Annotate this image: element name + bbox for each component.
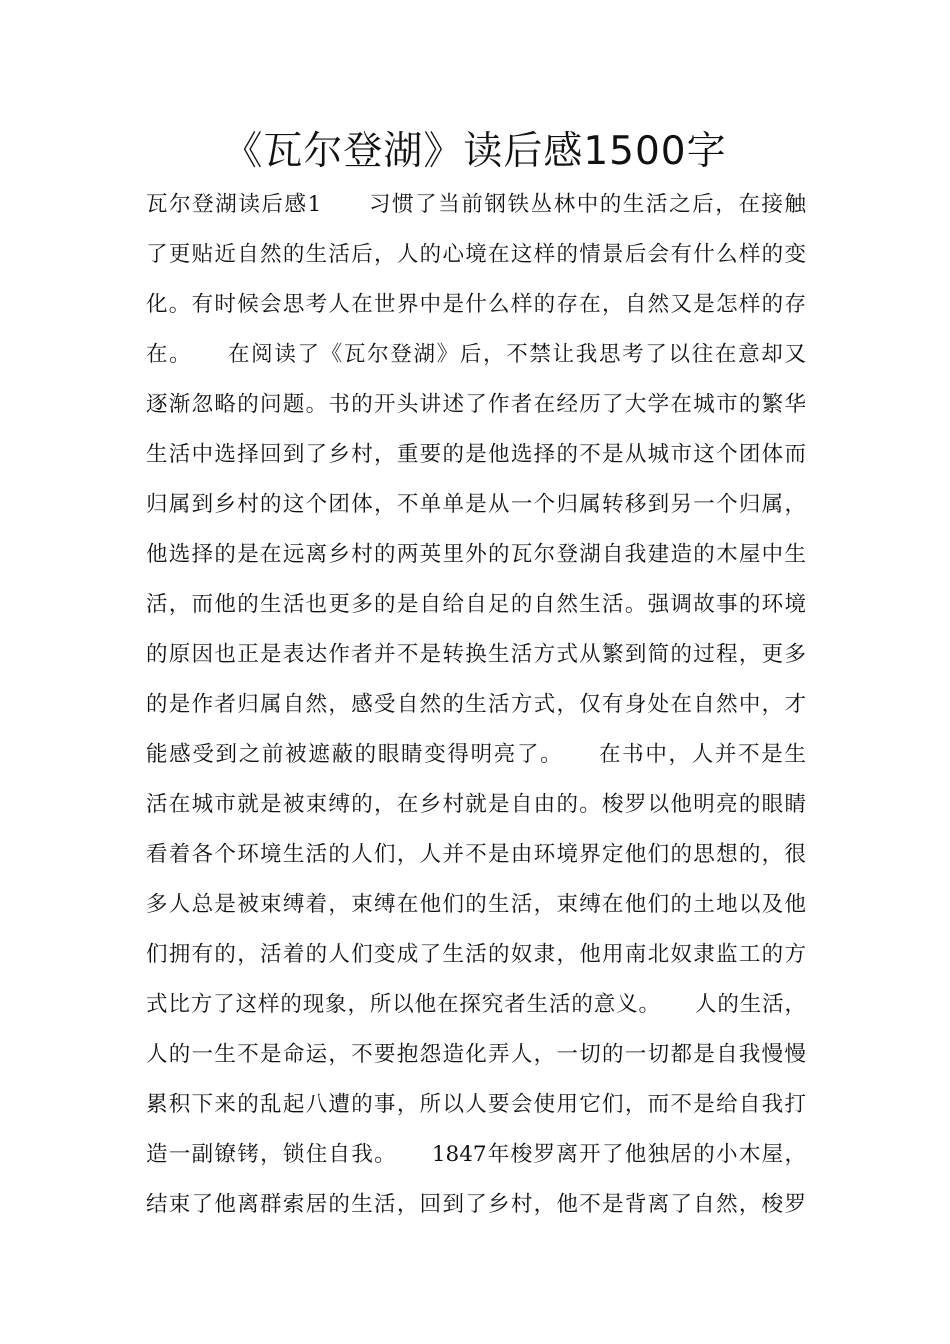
body-line: 活，而他的生活也更多的是自给自足的自然生活。强调故事的环境 <box>146 592 806 617</box>
body-line: 生活中选择回到了乡村，重要的是他选择的不是从城市这个团体而 <box>146 442 806 467</box>
body-line: 了更贴近自然的生活后，人的心境在这样的情景后会有什么样的变 <box>146 242 806 267</box>
body-line: 结束了他离群索居的生活，回到了乡村，他不是背离了自然，梭罗 <box>146 1192 806 1217</box>
body-line: 化。有时候会思考人在世界中是什么样的存在，自然又是怎样的存 <box>146 292 806 317</box>
body-line: 他选择的是在远离乡村的两英里外的瓦尔登湖自我建造的木屋中生 <box>146 542 806 567</box>
body-line: 人的一生不是命运，不要抱怨造化弄人，一切的一切都是自我慢慢 <box>146 1042 806 1067</box>
body-line: 看着各个环境生活的人们，人并不是由环境界定他们的思想的，很 <box>146 842 806 867</box>
body-line: 多人总是被束缚着，束缚在他们的生活，束缚在他们的土地以及他 <box>146 892 806 917</box>
body-line: 逐渐忽略的问题。书的开头讲述了作者在经历了大学在城市的繁华 <box>146 392 806 417</box>
body-line: 累积下来的乱起八遭的事，所以人要会使用它们，而不是给自我打 <box>146 1092 806 1117</box>
document-title: 《瓦尔登湖》读后感1500字 <box>223 129 727 174</box>
body-line: 能感受到之前被遮蔽的眼睛变得明亮了。 在书中，人并不是生 <box>146 742 806 767</box>
body-line: 瓦尔登湖读后感1 习惯了当前钢铁丛林中的生活之后，在接触 <box>146 192 806 217</box>
document-body <box>146 180 836 1230</box>
body-line: 的原因也正是表达作者并不是转换生活方式从繁到简的过程，更多 <box>146 642 806 667</box>
body-line: 归属到乡村的这个团体，不单单是从一个归属转移到另一个归属， <box>146 492 806 517</box>
body-line: 们拥有的，活着的人们变成了生活的奴隶，他用南北奴隶监工的方 <box>146 942 806 967</box>
body-line: 式比方了这样的现象，所以他在探究者生活的意义。 人的生活， <box>146 992 806 1017</box>
body-line: 的是作者归属自然，感受自然的生活方式，仅有身处在自然中，才 <box>146 692 806 717</box>
body-line: 活在城市就是被束缚的，在乡村就是自由的。梭罗以他明亮的眼睛 <box>146 792 806 817</box>
body-line: 在。 在阅读了《瓦尔登湖》后，不禁让我思考了以往在意却又 <box>146 342 806 367</box>
body-line: 造一副镣铐，锁住自我。 1847年梭罗离开了他独居的小木屋， <box>146 1142 806 1167</box>
